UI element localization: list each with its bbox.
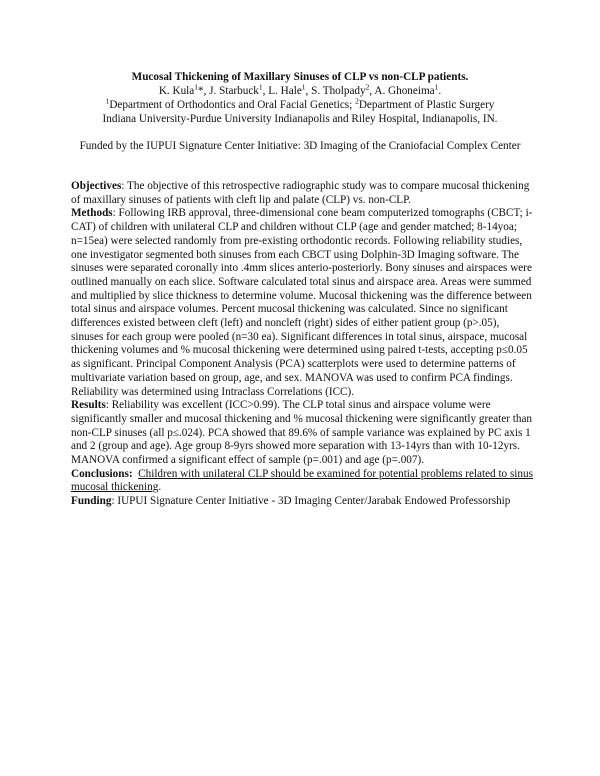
funding-statement: Funded by the IUPUI Signature Center Initiative: 3D Imaging of the Craniofacial Complex Center	[79, 140, 521, 152]
author: J. Starbuck	[209, 85, 259, 97]
conclusions-text: Children with unilateral CLP should be examined for potential problems related to sinus mucosal thickening	[71, 467, 533, 494]
affiliation-mark: 1	[105, 96, 110, 106]
affiliation-location: Indiana University-Purdue University Indianapolis and Riley Hospital, Indianapolis, IN.	[102, 113, 498, 125]
author: S. Tholpady	[311, 85, 366, 97]
author: K. Kula	[158, 85, 195, 97]
methods-label: Methods	[71, 207, 113, 220]
objectives-label: Objectives	[71, 180, 122, 192]
author-affiliation-mark: 2	[365, 82, 370, 92]
author-affiliation-mark: 1	[258, 82, 263, 92]
paper-header	[60, 70, 540, 126]
author-affiliation-mark: 1	[194, 82, 198, 92]
author: A. Ghoneima	[374, 85, 435, 97]
conclusions-section	[71, 468, 533, 495]
affiliation-line	[60, 98, 540, 112]
funding-text: : IUPUI Signature Center Initiative - 3D Imaging Center/Jarabak Endowed Professorship	[111, 495, 511, 508]
author-affiliation-mark: 1	[434, 82, 439, 92]
results-label: Results	[71, 399, 106, 412]
methods-text: : Following IRB approval, three-dimensional cone beam computerized tomographs (CBCT; i-CAT) of children with unilateral CLP and children without CLP (age and gender matched; 8-14yoa; n=15ea) were selected randomly from pre-existing orthodontic records. Following reliability studies, one investigator segmented both sinuses from each CBCT using Dolphin-3D Imaging software. The sinuses were separated coronally into .4mm slices anterio-posteriorly. Bony sinuses and airspaces were outlined manually on each slice. Software calculated total sinus and airspace area. Areas were summed and multiplied by slice thickness to determine volume. Mucosal thickening was the difference between total sinus and airspace volumes. Percent mucosal thickening was calculated. Since no significant differences existed between cleft (left) and noncleft (right) sides of either patient group (p>.05), sinuses for each group were pooled (n=30 ea). Significant differences in total sinus, airspace, mucosal thickening volumes and % mucosal thickening were determined using paired t-tests, accepting p≤0.05 as significant. Principal Component Analysis (PCA) scatterplots were used to determine patterns of multivariate variation based on group, age, and sex. MANOVA was used to confirm PCA findings. Reliability was determined using Intraclass Correlations (ICC).	[71, 207, 533, 398]
methods-section	[71, 207, 533, 399]
affiliation-mark: 2	[355, 96, 359, 106]
objectives-text: : The objective of this retrospective radiographic study was to compare mucosal thickening of maxillary sinuses of patients with cleft lip and palate (CLP) vs. non-CLP.	[71, 180, 530, 206]
affiliation: Department of Orthodontics and Oral Facial Genetics;	[109, 99, 353, 111]
affiliation: Department of Plastic Surgery	[358, 99, 495, 111]
author-line: K. Kula$^1$*, J. Starbuck$^1$, L. Hale$^1$, S. Tholpady$^2$, A. Ghoneima$^1$.	[158, 82, 442, 97]
objectives-section	[71, 180, 533, 207]
paper-title: Mucosal Thickening of Maxillary Sinuses of CLP vs non-CLP patients.	[131, 71, 469, 83]
author: L. Hale	[268, 85, 302, 97]
author-affiliation-mark: 1	[301, 82, 306, 92]
corresponding-author-mark: *	[197, 85, 204, 97]
conclusions-label: Conclusions:	[71, 467, 133, 480]
results-section	[71, 399, 533, 468]
results-text: : Reliability was excellent (ICC>0.99). The CLP total sinus and airspace volume were significantly smaller and mucosal thickening and % mucosal thickening were significantly greater than non-CLP sinuses (all p≤.024). PCA showed that 89.6% of sample variance was explained by PC axis 1 and 2 (group and age). Age group 8-9yrs showed more separation with 13-14yrs than with 10-12yrs. MANOVA confirmed a significant effect of sample (p=.001) and age (p=.007).	[71, 399, 533, 467]
funding-section	[71, 495, 533, 509]
conclusions-end: .	[158, 481, 162, 494]
abstract	[71, 180, 533, 509]
funding-label: Funding	[71, 495, 112, 508]
